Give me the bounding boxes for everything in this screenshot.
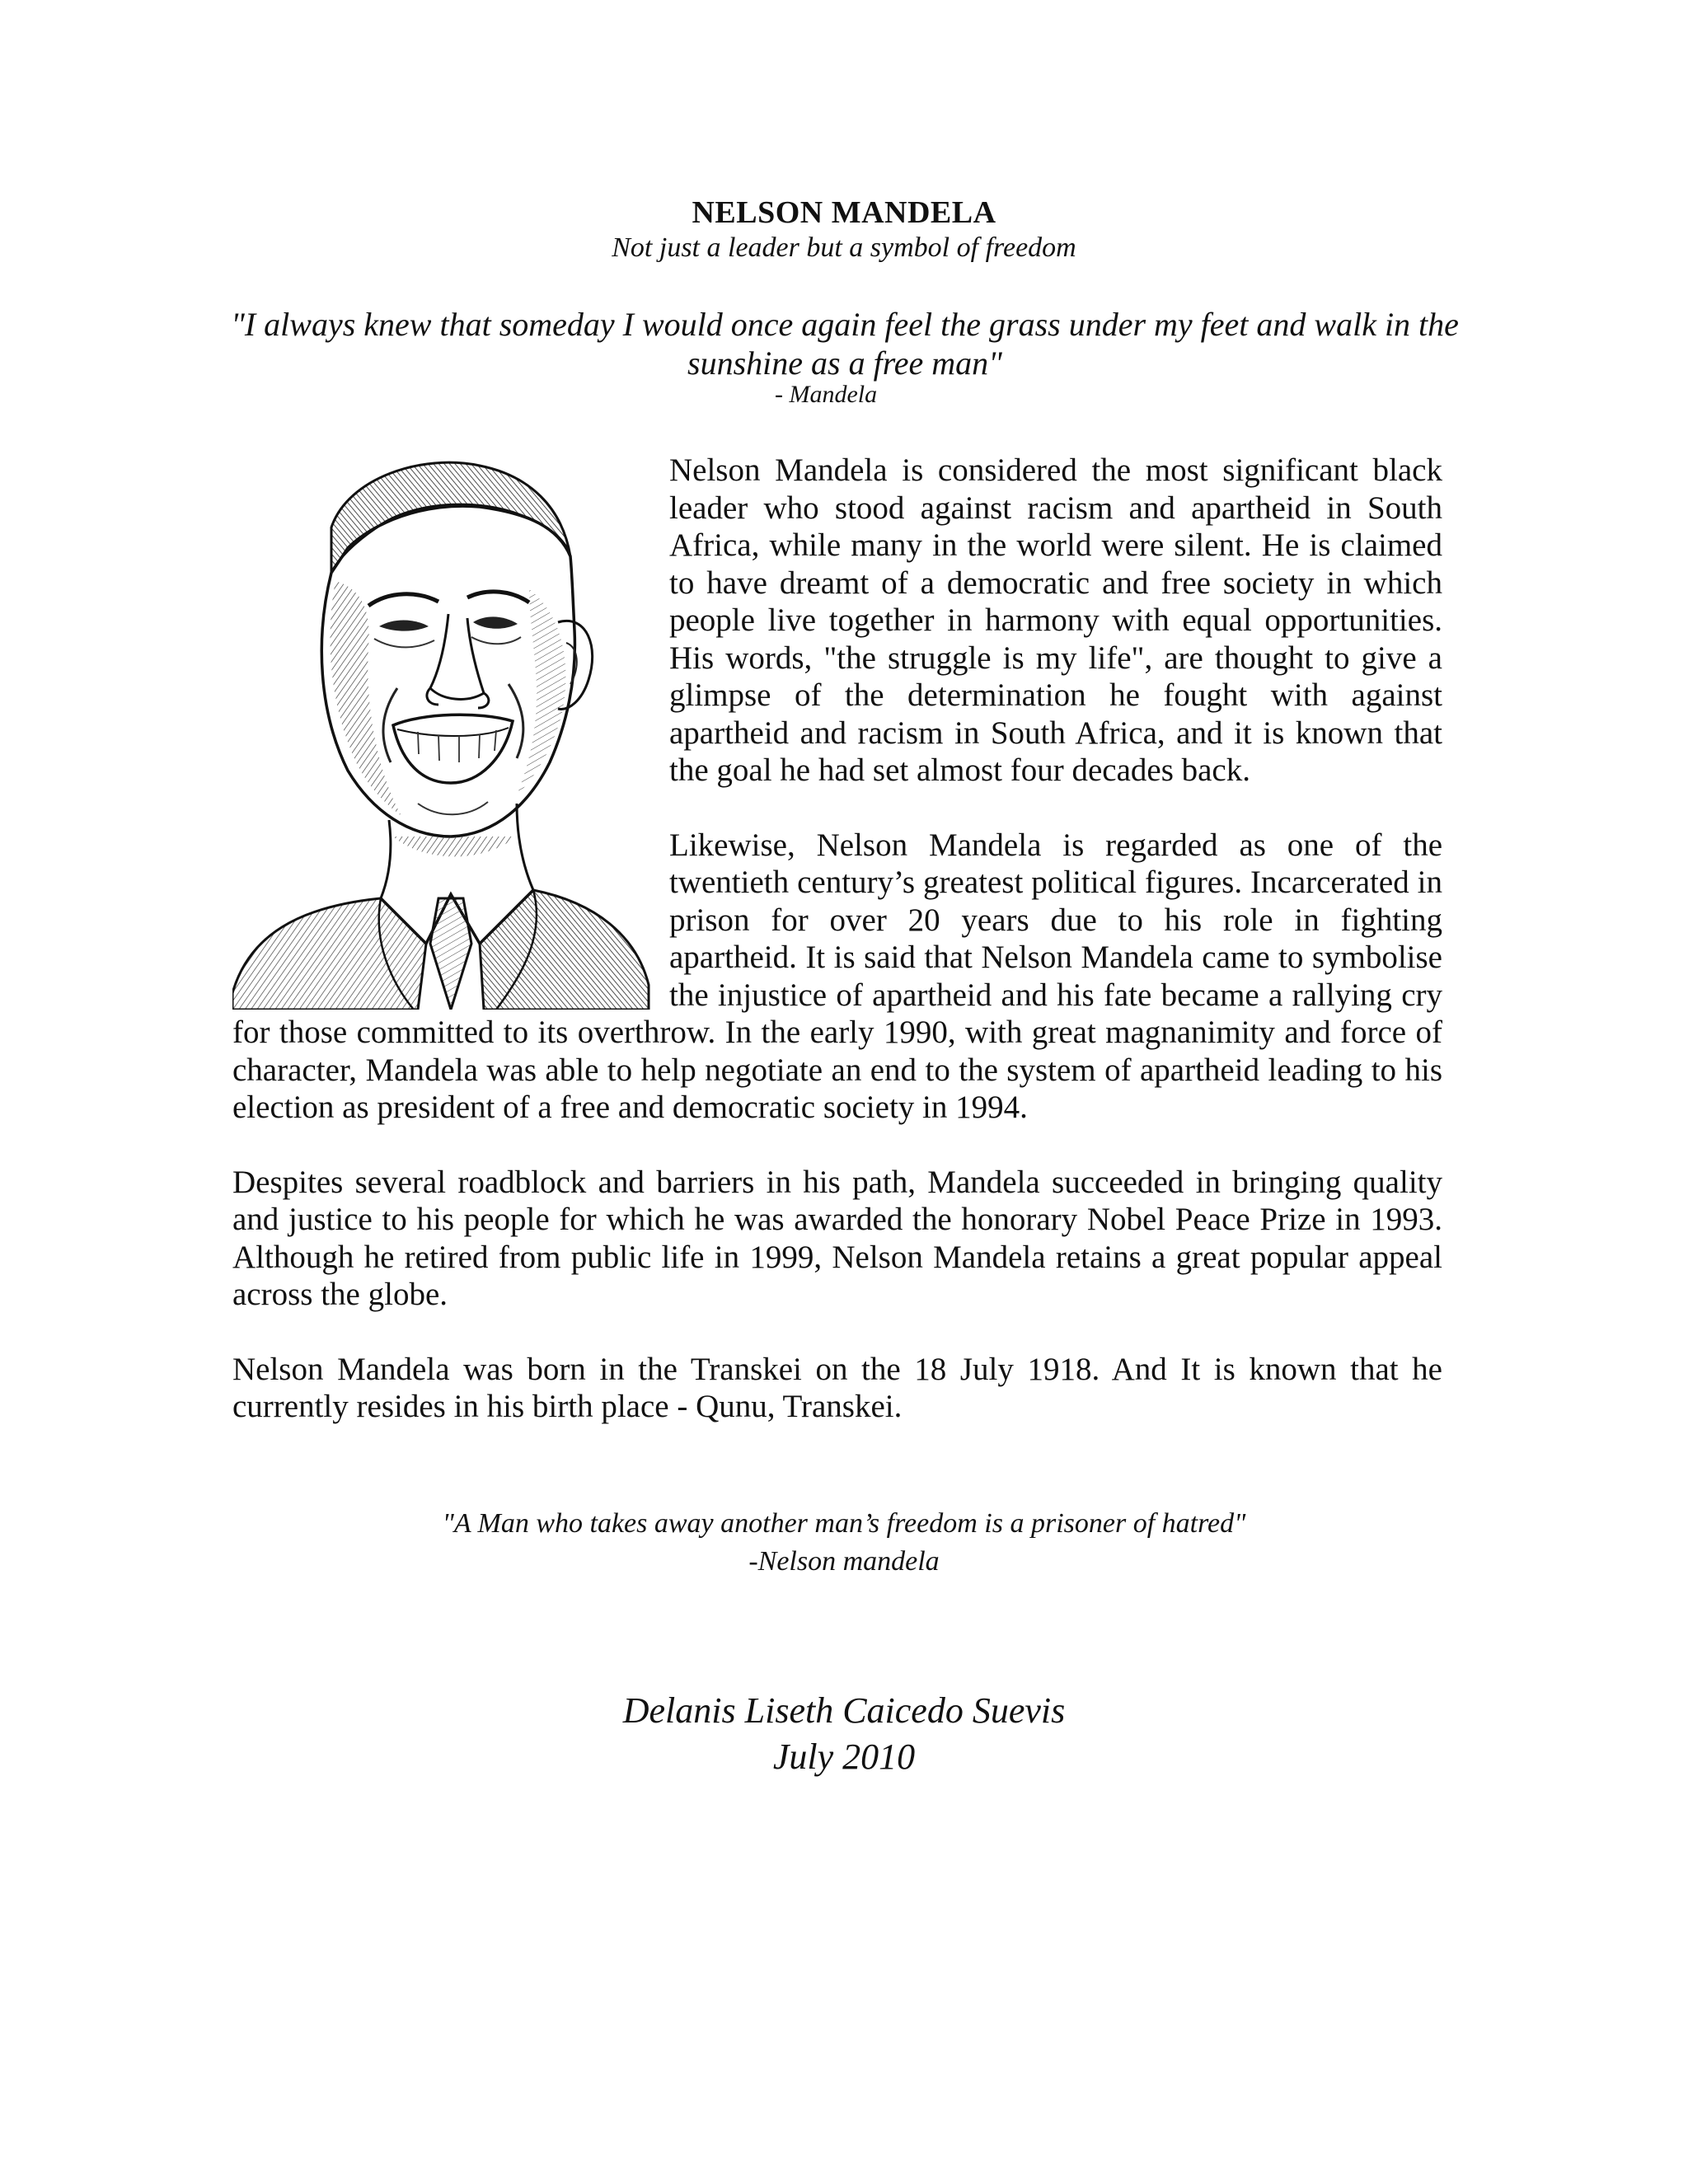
page-subtitle: Not just a leader but a symbol of freedom	[612, 232, 1076, 263]
page-title: NELSON MANDELA	[692, 195, 996, 230]
paragraph: Nelson Mandela is considered the most significant black leader who stood against racism and apartheid in South Africa, while many in the world were silent. He is claimed to have dreamt of a democratic and free society in which people live together in harmony with equal opportunities. His words, "the struggle is my life", are thought to give a glimpse of the determination he fought with against apartheid and racism in South Africa, and it is known that the goal he had set almost four decades back.	[669, 452, 1442, 788]
document-date: July 2010	[772, 1736, 916, 1777]
paragraph: Despites several roadblock and barriers in his path, Mandela succeeded in bringing quality and justice to his people for which he was awarded the honorary Nobel Peace Prize in 1993. Although he retired from public life in 1999, Nelson Mandela retains a great popular appeal across the globe.	[232, 1164, 1442, 1312]
article-body	[232, 452, 1442, 1463]
opening-quote-attribution: - Mandela	[775, 381, 878, 408]
closing-quote: "A Man who takes away another man’s freedom is a prisoner of hatred"	[442, 1508, 1246, 1539]
paragraph: Likewise, Nelson Mandela is regarded as one of the twentieth century’s greatest political figures. Incarcerated in prison for over 20 years due to his role in fighting apartheid. It is said that Nelson Mandela came to symbolise the injustice of apartheid and his fate became a rallying cry for those committed to its overthrow. In the early 1990, with great magnanimity and force of character, Mandela was able to help negotiate an end to the system of apartheid leading to his election as president of a free and democratic society in 1994.	[232, 827, 1442, 1125]
paragraph: Nelson Mandela was born in the Transkei on the 18 July 1918. And It is known that he currently resides in his birth place - Qunu, Transkei.	[232, 1351, 1442, 1424]
closing-quote-attribution: -Nelson mandela	[748, 1546, 940, 1577]
portrait-wrap-space	[232, 452, 669, 1012]
author-name: Delanis Liseth Caicedo Suevis	[622, 1690, 1066, 1731]
opening-quote: "I always knew that someday I would once again feel the grass under my feet and walk in the sunshine as a free man"	[231, 306, 1459, 382]
